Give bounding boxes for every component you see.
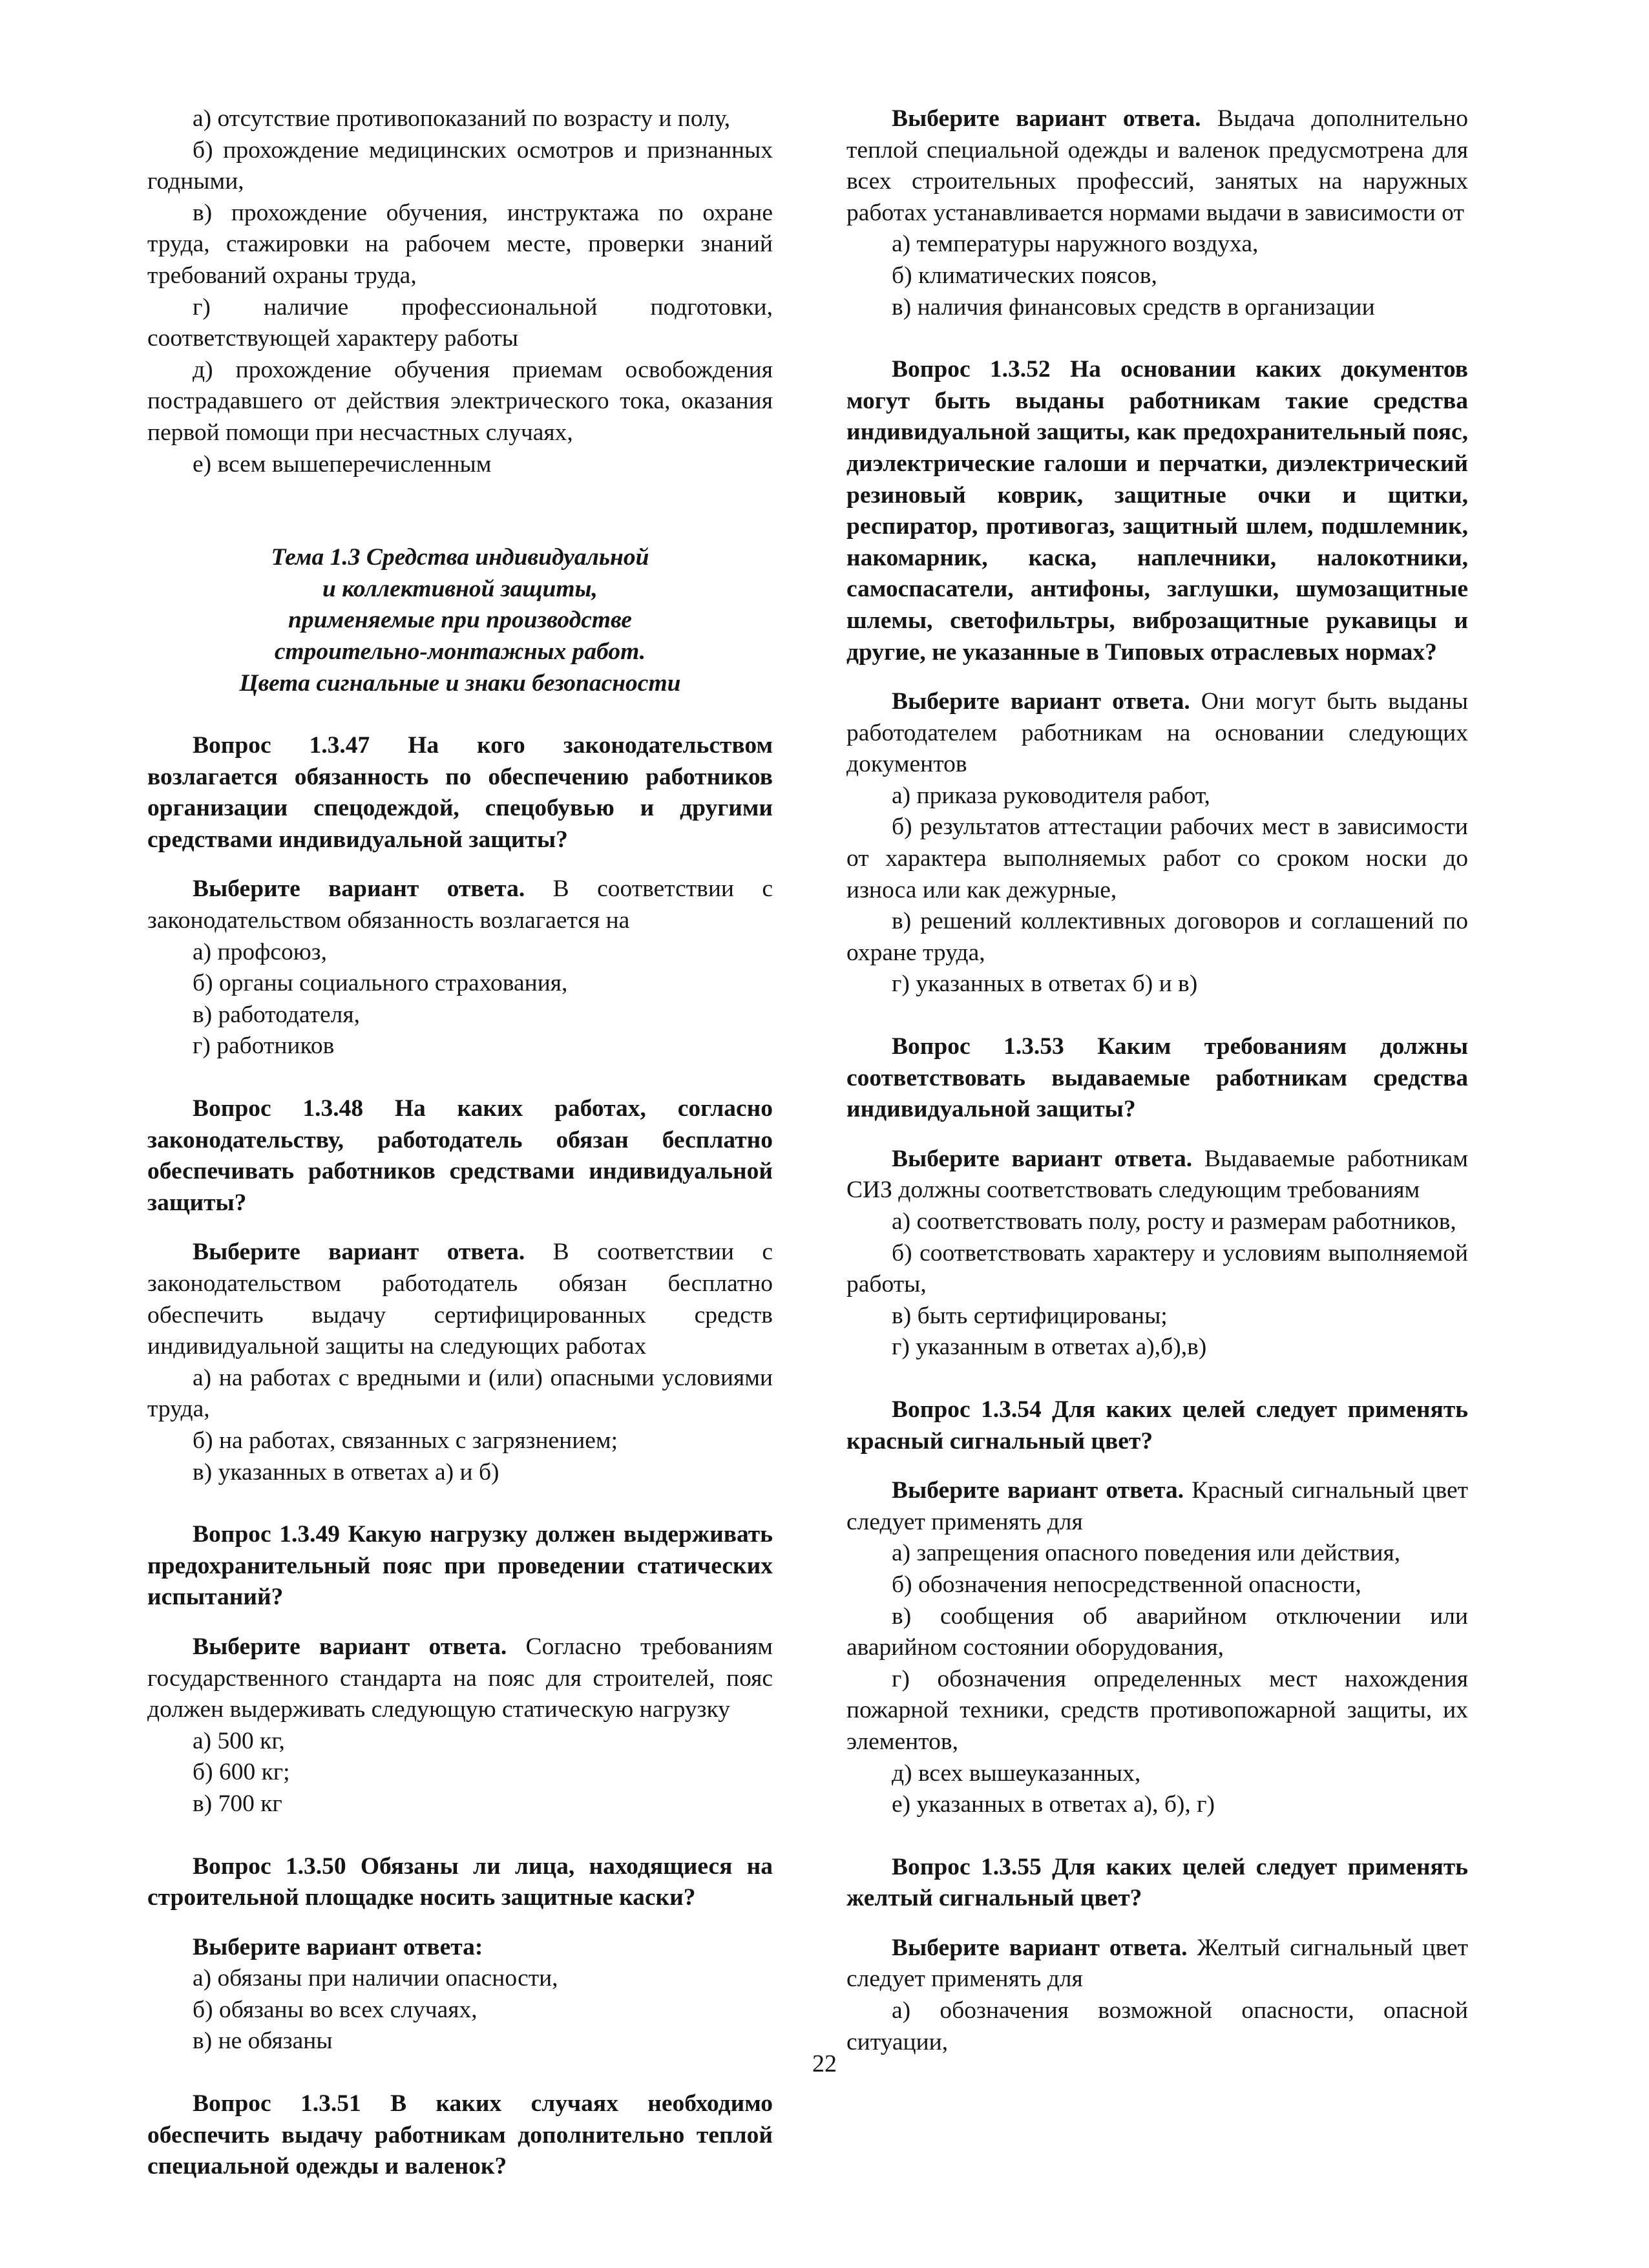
answer-prompt: Выберите вариант ответа. Согласно требованиям государственного стандарта на пояс для строителей, пояс должен выдерживать следующую статическую нагрузку — [147, 1633, 773, 1723]
answer-option: а) обозначения возможной опасности, опасной ситуации, — [846, 1997, 1468, 2055]
answer-option: д) всех вышеуказанных, — [892, 1759, 1141, 1787]
answer-option: в) не обязаны — [193, 2028, 333, 2055]
answer-option: г) работников — [193, 1033, 335, 1060]
answer-prompt: Выберите вариант ответа. В соответствии с законодательством обязанность возлагается на — [147, 876, 773, 934]
question-heading: Вопрос 1.3.52 На основании каких документов могут быть выданы работникам такие средства индивидуальной защиты, как предохранительный пояс, диэлектрические галоши и перчатки, диэлектрический резиновый коврик, защитные очки и щитки, респиратор, противогаз, защитный шлем, подшлемник, накомарник, каска, наплечники, налокотники, самоспасатели, антифоны, заглушки, шумозащитные шлемы, светофильтры, виброзащитные рукавицы и другие, не указанные в Типовых отраслевых нормах? — [846, 356, 1468, 666]
left-column — [147, 103, 773, 2183]
answer-option: г) обозначения определенных мест нахождения пожарной техники, средств противопожарной защиты, их элементов, — [846, 1665, 1468, 1755]
answer-prompt: Выберите вариант ответа. Они могут быть выданы работодателем работникам на основании следующих документов — [846, 688, 1468, 778]
answer-prompt: Выберите вариант ответа. Выдаваемые работникам СИЗ должны соответствовать следующим требованиям — [846, 1145, 1468, 1204]
question-heading: Вопрос 1.3.51 В каких случаях необходимо обеспечить выдачу работникам дополнительно теплой специальной одежды и валенок? — [147, 2090, 773, 2180]
answer-prompt: Выберите вариант ответа. В соответствии с законодательством работодатель обязан бесплатно обеспечить выдачу сертифицированных средств индивидуальной защиты на следующих работах — [147, 1239, 773, 1360]
answer-option: а) 500 кг, — [193, 1727, 285, 1754]
question-heading: Вопрос 1.3.53 Каким требованиям должны соответствовать выдаваемые работникам средства индивидуальной защиты? — [846, 1033, 1468, 1123]
answer-option: б) на работах, связанных с загрязнением; — [193, 1427, 618, 1454]
list-item: г) наличие профессиональной подготовки, соответствующей характеру работы — [147, 293, 773, 352]
answer-option: а) соответствовать полу, росту и размерам работников, — [892, 1208, 1456, 1235]
question-heading: Вопрос 1.3.48 На каких работах, согласно законодательству, работодатель обязан бесплатно обеспечивать работников средствами индивидуальной защиты? — [147, 1095, 773, 1216]
section-title: Тема 1.3 Средства индивидуальной и коллективной защиты, применяемые при производстве строительно-монтажных работ. Цвета сигнальные и знаки безопасности — [239, 544, 681, 697]
question-heading: Вопрос 1.3.54 Для каких целей следует применять красный сигнальный цвет? — [846, 1396, 1468, 1454]
answer-option: е) указанных в ответах а), б), г) — [892, 1791, 1215, 1818]
question-heading: Вопрос 1.3.49 Какую нагрузку должен выдерживать предохранительный пояс при проведении статических испытаний? — [147, 1521, 773, 1611]
answer-option: в) указанных в ответах а) и б) — [193, 1458, 499, 1486]
answer-option: б) органы социального страхования, — [193, 970, 568, 997]
answer-option: б) 600 кг; — [193, 1759, 290, 1786]
answer-prompt: Выберите вариант ответа. Выдача дополнительно теплой специальной одежды и валенок предусмотрена для всех строительных профессий, занятых на наружных работах устанавливается нормами выдачи в зависимости от — [846, 105, 1468, 226]
answer-option: а) температуры наружного воздуха, — [892, 231, 1259, 258]
answer-option: а) приказа руководителя работ, — [892, 782, 1210, 809]
answer-prompt: Выберите вариант ответа: — [193, 1933, 483, 1960]
answer-option: а) на работах с вредными и (или) опасными условиями труда, — [147, 1364, 773, 1423]
answer-option: б) результатов аттестации рабочих мест в зависимости от характера выполняемых работ со сроком носки до износа или как дежурные, — [846, 814, 1468, 903]
list-item: в) прохождение обучения, инструктажа по охране труда, стажировки на рабочем месте, проверки знаний требований охраны труда, — [147, 199, 773, 289]
answer-option: б) климатических поясов, — [892, 262, 1157, 289]
question-heading: Вопрос 1.3.55 Для каких целей следует применять желтый сигнальный цвет? — [846, 1853, 1468, 1912]
list-item: а) отсутствие противопоказаний по возрасту и полу, — [193, 105, 731, 132]
answer-prompt: Выберите вариант ответа. Желтый сигнальный цвет следует применять для — [846, 1934, 1468, 1993]
answer-option: б) обязаны во всех случаях, — [193, 1996, 478, 2023]
answer-option: в) наличия финансовых средств в организации — [892, 293, 1375, 320]
answer-option: в) сообщения об аварийном отключении или аварийном состоянии оборудования, — [846, 1602, 1468, 1661]
right-column — [846, 103, 1468, 2058]
answer-option: а) профсоюз, — [193, 938, 327, 965]
question-heading: Вопрос 1.3.50 Обязаны ли лица, находящиеся на строительной площадке носить защитные каски? — [147, 1853, 773, 1911]
answer-option: в) решений коллективных договоров и соглашений по охране труда, — [846, 908, 1468, 966]
answer-option: в) 700 кг — [193, 1790, 282, 1817]
answer-option: г) указанных в ответах б) и в) — [892, 971, 1198, 998]
answer-option: б) соответствовать характеру и условиям выполняемой работы, — [846, 1239, 1468, 1298]
answer-option: а) обязаны при наличии опасности, — [193, 1965, 558, 1992]
answer-option: б) обозначения непосредственной опасности, — [892, 1571, 1361, 1598]
answer-option: в) быть сертифицированы; — [892, 1302, 1168, 1329]
answer-option: в) работодателя, — [193, 1001, 360, 1028]
list-item: б) прохождение медицинских осмотров и признанных годными, — [147, 136, 773, 195]
question-heading: Вопрос 1.3.47 На кого законодательством возлагается обязанность по обеспечению работников организации спецодеждой, спецобувью и другими средствами индивидуальной защиты? — [147, 732, 773, 853]
list-item: е) всем вышеперечисленным — [193, 450, 492, 478]
answer-option: г) указанным в ответах а),б),в) — [892, 1334, 1207, 1361]
answer-option: а) запрещения опасного поведения или действия, — [892, 1540, 1401, 1567]
answer-prompt: Выберите вариант ответа. Красный сигнальный цвет следует применять для — [846, 1477, 1468, 1535]
list-item: д) прохождение обучения приемам освобождения пострадавшего от действия электрического тока, оказания первой помощи при несчастных случаях, — [147, 356, 773, 446]
page-number: 22 — [812, 2050, 837, 2077]
